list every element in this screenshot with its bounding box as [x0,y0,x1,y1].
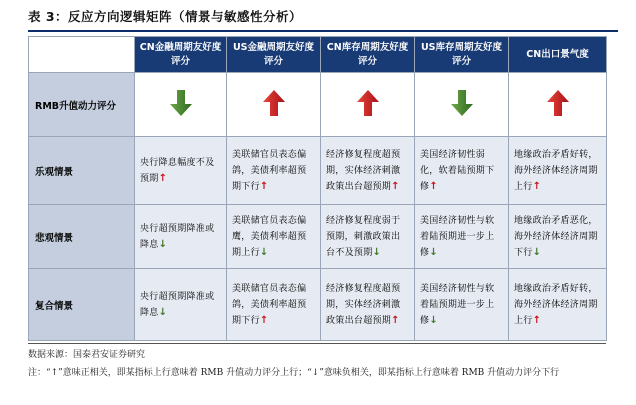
col-header-cn-inventory: CN库存周期友好度评分 [321,37,415,73]
trend-arrow-icon: ↑ [391,180,400,192]
scenario-cell [321,269,415,341]
trend-arrow-icon: ↓ [372,246,382,258]
arrow-down-icon [170,90,192,120]
arrow-cell [415,73,509,137]
scenario-cell [135,269,227,341]
cell-text: 美国经济韧性与软着陆预期进一步上修 [420,283,495,326]
cell-text: 地缘政治矛盾好转，海外经济体经济周期上行 [514,283,598,326]
row-label-optimistic: 乐观情景 [29,137,135,205]
row-label-composite: 复合情景 [29,269,135,341]
trend-arrow-icon: ↑ [259,180,269,192]
trend-arrow-icon: ↑ [259,314,269,326]
cell-text: 央行降息幅度不及预期 [140,157,215,184]
cell-text: 美国经济韧性与软着陆预期进一步上修 [420,215,495,258]
cell-text: 美国经济韧性弱化，软着陆预期下修 [420,149,495,192]
cell-text: 地缘政治矛盾好转，海外经济体经济周期上行 [514,149,598,192]
cell-text: 经济修复程度超预期，实体经济刺激政策出台超预期 [326,149,401,192]
cell-text: 经济修复程度超预期，实体经济刺激政策出台超预期 [326,283,401,326]
trend-arrow-icon: ↓ [158,306,168,318]
table-row [29,137,607,205]
scenario-cell [509,137,607,205]
cell-text: 央行超预期降准或降息 [140,291,215,318]
scenario-cell [415,205,509,269]
trend-arrow-icon: ↓ [429,246,438,258]
table-row [29,205,607,269]
trend-arrow-icon: ↓ [532,246,542,258]
scenario-cell [321,137,415,205]
cell-text: 地缘政治矛盾恶化，海外经济体经济周期下行 [514,215,598,258]
col-header-us-financial: US金融周期友好度评分 [227,37,321,73]
trend-arrow-icon: ↓ [259,246,269,258]
arrow-up-icon [263,90,285,120]
col-header-us-inventory: US库存周期友好度评分 [415,37,509,73]
trend-arrow-icon: ↑ [532,180,542,192]
arrow-cell [135,73,227,137]
logic-matrix-table [28,36,607,341]
scenario-cell [509,269,607,341]
trend-arrow-icon: ↑ [429,180,438,192]
trend-arrow-icon: ↓ [429,314,438,326]
col-header-cn-financial: CN金融周期友好度评分 [135,37,227,73]
trend-arrow-icon: ↑ [391,314,400,326]
cell-text: 经济修复程度弱于预期，刺激政策出台不及预期 [326,215,401,258]
header-row [29,37,607,73]
row-label-pessimistic: 悲观情景 [29,205,135,269]
trend-arrow-icon: ↑ [158,172,168,184]
scenario-cell [227,205,321,269]
trend-arrow-icon: ↑ [532,314,542,326]
scenario-cell [227,137,321,205]
arrow-cell [509,73,607,137]
arrow-down-icon [451,90,473,120]
footer-divider [28,343,606,344]
scenario-cell [509,205,607,269]
arrow-cell [321,73,415,137]
table-row [29,269,607,341]
arrow-up-icon [357,90,379,120]
cell-text: 央行超预期降准或降息 [140,223,215,250]
source-note: 数据来源：国泰君安证券研究 [28,350,146,360]
scenario-cell [135,137,227,205]
title-divider [28,30,618,32]
scenario-cell [415,269,509,341]
table-title: 表 3：反应方向逻辑矩阵（情景与敏感性分析） [28,9,303,24]
scenario-cell [321,205,415,269]
scenario-cell [415,137,509,205]
row-label-rmb-score: RMB升值动力评分 [29,73,135,137]
footnote: 注：“↑”意味正相关，即某指标上行意味着 RMB 升值动力评分上行；“↓”意味负相关，即某指标上行意味着 RMB 升值动力评分下行 [28,368,560,378]
arrow-cell [227,73,321,137]
scenario-cell [135,205,227,269]
cell-text: 美联储官员表态偏鸽，美债利率超预期下行 [232,149,307,192]
scenario-cell [227,269,321,341]
table-row [29,73,607,137]
col-header-cn-export: CN出口景气度 [509,37,607,73]
corner-cell [29,37,135,73]
arrow-up-icon [547,90,569,120]
trend-arrow-icon: ↓ [158,238,168,250]
cell-text: 美联储官员表态偏鸽，美债利率超预期下行 [232,283,307,326]
cell-text: 美联储官员表态偏鹰，美债利率超预期上行 [232,215,307,258]
